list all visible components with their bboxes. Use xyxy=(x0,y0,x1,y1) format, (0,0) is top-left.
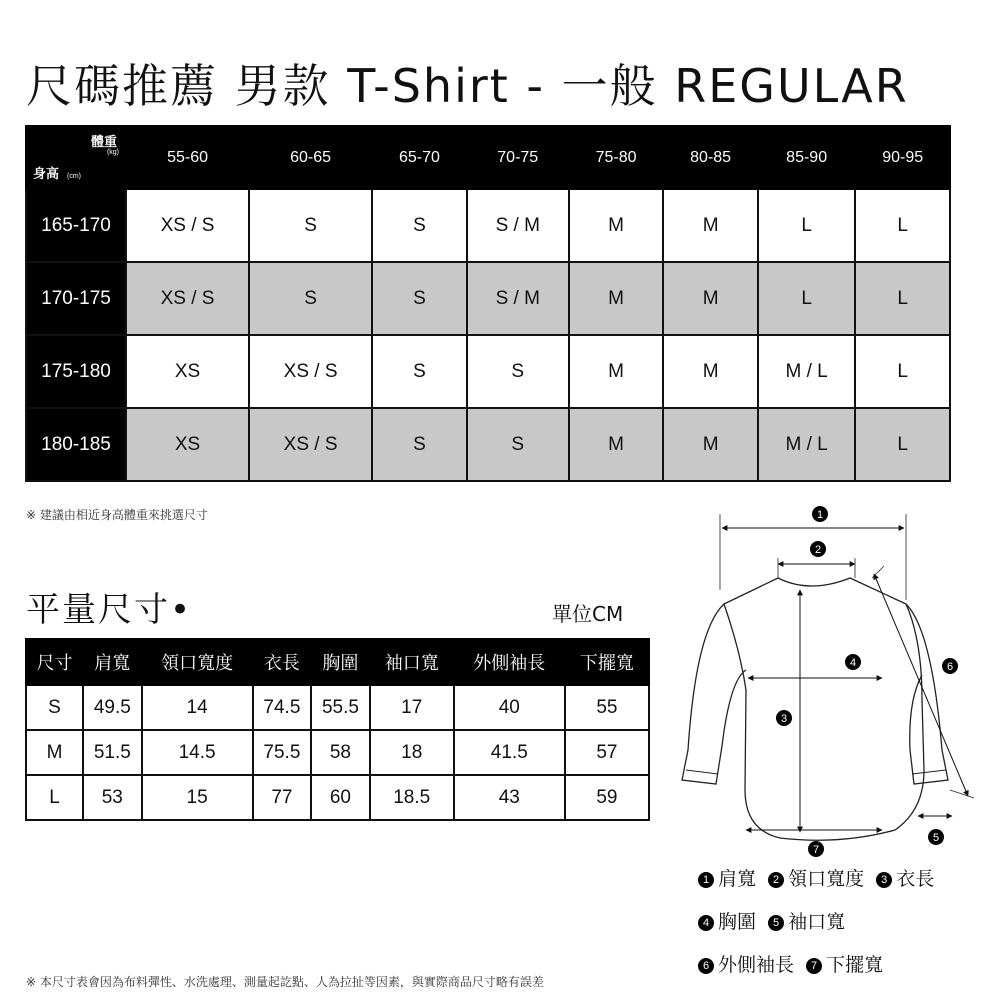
legend-line-3 xyxy=(698,950,883,977)
measure-cell: 51.5 xyxy=(83,730,142,775)
column-header: 胸圍 xyxy=(311,639,370,685)
svg-text:7: 7 xyxy=(812,844,820,856)
measure-cell: 14 xyxy=(142,685,253,730)
size-name: L xyxy=(26,775,83,820)
table-row xyxy=(26,685,649,730)
legend-line-2 xyxy=(698,907,845,934)
measure-cell: 17 xyxy=(370,685,454,730)
size-cell: S xyxy=(249,262,372,335)
legend-number: 2 xyxy=(768,872,784,888)
column-header: 領口寬度 xyxy=(142,639,253,685)
weight-range: 55-60 xyxy=(126,126,249,189)
weight-range: 75-80 xyxy=(569,126,664,189)
left-sleeve xyxy=(682,604,746,784)
size-cell: M xyxy=(663,408,758,481)
height-label: 身高 xyxy=(33,166,60,181)
measurement-table xyxy=(25,638,650,821)
measure-cell: 15 xyxy=(142,775,253,820)
measure-cell: 53 xyxy=(83,775,142,820)
size-cell: S xyxy=(372,189,467,262)
weight-label: 體重 xyxy=(90,134,117,149)
marker-7 xyxy=(808,841,824,857)
marker-6 xyxy=(942,658,958,674)
weight-header-row xyxy=(26,126,950,189)
svg-text:3: 3 xyxy=(780,713,788,725)
measure-cell: 41.5 xyxy=(454,730,565,775)
legend-label: 外側袖長 xyxy=(718,954,795,976)
svg-text:5: 5 xyxy=(932,832,940,844)
legend-label: 胸圍 xyxy=(718,911,757,933)
size-cell: M xyxy=(569,408,664,481)
measure-cell: 18 xyxy=(370,730,454,775)
measure-cell: 60 xyxy=(311,775,370,820)
height-range: 165-170 xyxy=(26,189,126,262)
size-cell: S xyxy=(467,408,569,481)
size-cell: L xyxy=(758,189,855,262)
measure-cell: 55.5 xyxy=(311,685,370,730)
size-cell: M xyxy=(663,262,758,335)
shirt-outline xyxy=(724,578,924,840)
measure-cell: 75.5 xyxy=(253,730,312,775)
size-cell: L xyxy=(758,262,855,335)
right-sleeve xyxy=(906,604,948,784)
svg-text:4: 4 xyxy=(849,657,857,669)
weight-range: 60-65 xyxy=(249,126,372,189)
table-row xyxy=(26,775,649,820)
measure-cell: 18.5 xyxy=(370,775,454,820)
legend-number: 1 xyxy=(698,872,714,888)
size-cell: XS xyxy=(126,408,249,481)
marker-2 xyxy=(810,541,826,557)
weight-range: 80-85 xyxy=(663,126,758,189)
size-name: M xyxy=(26,730,83,775)
size-cell: L xyxy=(855,189,950,262)
size-cell: M / L xyxy=(758,335,855,408)
weight-range: 70-75 xyxy=(467,126,569,189)
height-range: 180-185 xyxy=(26,408,126,481)
marker-3 xyxy=(776,710,792,726)
svg-text:2: 2 xyxy=(814,544,822,556)
corner-cell xyxy=(26,126,126,189)
size-name: S xyxy=(26,685,83,730)
legend-number: 6 xyxy=(698,958,714,974)
recommend-note: ※ 建議由相近身高體重來挑選尺寸 xyxy=(26,508,208,522)
table-row xyxy=(26,335,950,408)
measure-cell: 14.5 xyxy=(142,730,253,775)
size-cell: M xyxy=(569,335,664,408)
legend-label: 肩寬 xyxy=(718,868,757,890)
size-cell: S xyxy=(467,335,569,408)
size-cell: S xyxy=(372,262,467,335)
table-row xyxy=(26,262,950,335)
size-cell: M xyxy=(663,189,758,262)
column-header: 下擺寬 xyxy=(565,639,649,685)
marker-1 xyxy=(812,506,828,522)
size-cell: L xyxy=(855,335,950,408)
size-cell: L xyxy=(855,408,950,481)
measure-cell: 77 xyxy=(253,775,312,820)
measure-cell: 55 xyxy=(565,685,649,730)
measure-cell: 74.5 xyxy=(253,685,312,730)
legend-number: 7 xyxy=(806,958,822,974)
height-range: 175-180 xyxy=(26,335,126,408)
measure-cell: 43 xyxy=(454,775,565,820)
size-cell: XS / S xyxy=(249,335,372,408)
weight-range: 65-70 xyxy=(372,126,467,189)
legend-number: 4 xyxy=(698,915,714,931)
legend-line-1 xyxy=(698,864,934,891)
legend-number: 5 xyxy=(768,915,784,931)
size-cell: S xyxy=(249,189,372,262)
size-cell: M / L xyxy=(758,408,855,481)
legend-label: 衣長 xyxy=(896,868,935,890)
page-title: 尺碼推薦 男款 T-Shirt - 一般 REGULAR xyxy=(26,59,909,113)
column-header: 尺寸 xyxy=(26,639,83,685)
legend-number: 3 xyxy=(876,872,892,888)
measure-cell: 40 xyxy=(454,685,565,730)
size-cell: XS xyxy=(126,335,249,408)
size-cell: XS / S xyxy=(126,189,249,262)
unit-label: 單位CM xyxy=(552,602,624,626)
marker-5 xyxy=(928,829,944,845)
measurement-header-row xyxy=(26,639,649,685)
measure-cell: 57 xyxy=(565,730,649,775)
size-cell: S / M xyxy=(467,189,569,262)
size-cell: M xyxy=(663,335,758,408)
weight-range: 85-90 xyxy=(758,126,855,189)
size-cell: L xyxy=(855,262,950,335)
tshirt-measure-diagram xyxy=(660,500,1000,860)
table-row xyxy=(26,189,950,262)
column-header: 肩寬 xyxy=(83,639,142,685)
table-row xyxy=(26,408,950,481)
size-cell: M xyxy=(569,189,664,262)
measure-cell: 58 xyxy=(311,730,370,775)
height-range: 170-175 xyxy=(26,262,126,335)
weight-range: 90-95 xyxy=(855,126,950,189)
legend-label: 袖口寬 xyxy=(788,911,846,933)
size-cell: S xyxy=(372,335,467,408)
disclaimer-note: ※ 本尺寸表會因為布料彈性、水洗處理、測量起訖點、人為拉扯等因素，與實際商品尺寸略有誤差 xyxy=(26,975,544,989)
legend-label: 下擺寬 xyxy=(826,954,884,976)
svg-text:1: 1 xyxy=(816,509,824,521)
size-cell: S / M xyxy=(467,262,569,335)
size-cell: M xyxy=(569,262,664,335)
measure-cell: 49.5 xyxy=(83,685,142,730)
column-header: 外側袖長 xyxy=(454,639,565,685)
table-row xyxy=(26,730,649,775)
column-header: 衣長 xyxy=(253,639,312,685)
legend-label: 領口寬度 xyxy=(788,868,865,890)
column-header: 袖口寬 xyxy=(370,639,454,685)
measure-title: 平量尺寸• xyxy=(26,590,193,630)
measure-cell: 59 xyxy=(565,775,649,820)
svg-text:6: 6 xyxy=(946,661,954,673)
size-cell: XS / S xyxy=(249,408,372,481)
size-recommendation-table xyxy=(25,125,951,482)
size-cell: XS / S xyxy=(126,262,249,335)
height-unit: (cm) xyxy=(67,173,81,180)
size-cell: S xyxy=(372,408,467,481)
marker-4 xyxy=(845,654,861,670)
weight-unit: (kg) xyxy=(106,149,119,156)
